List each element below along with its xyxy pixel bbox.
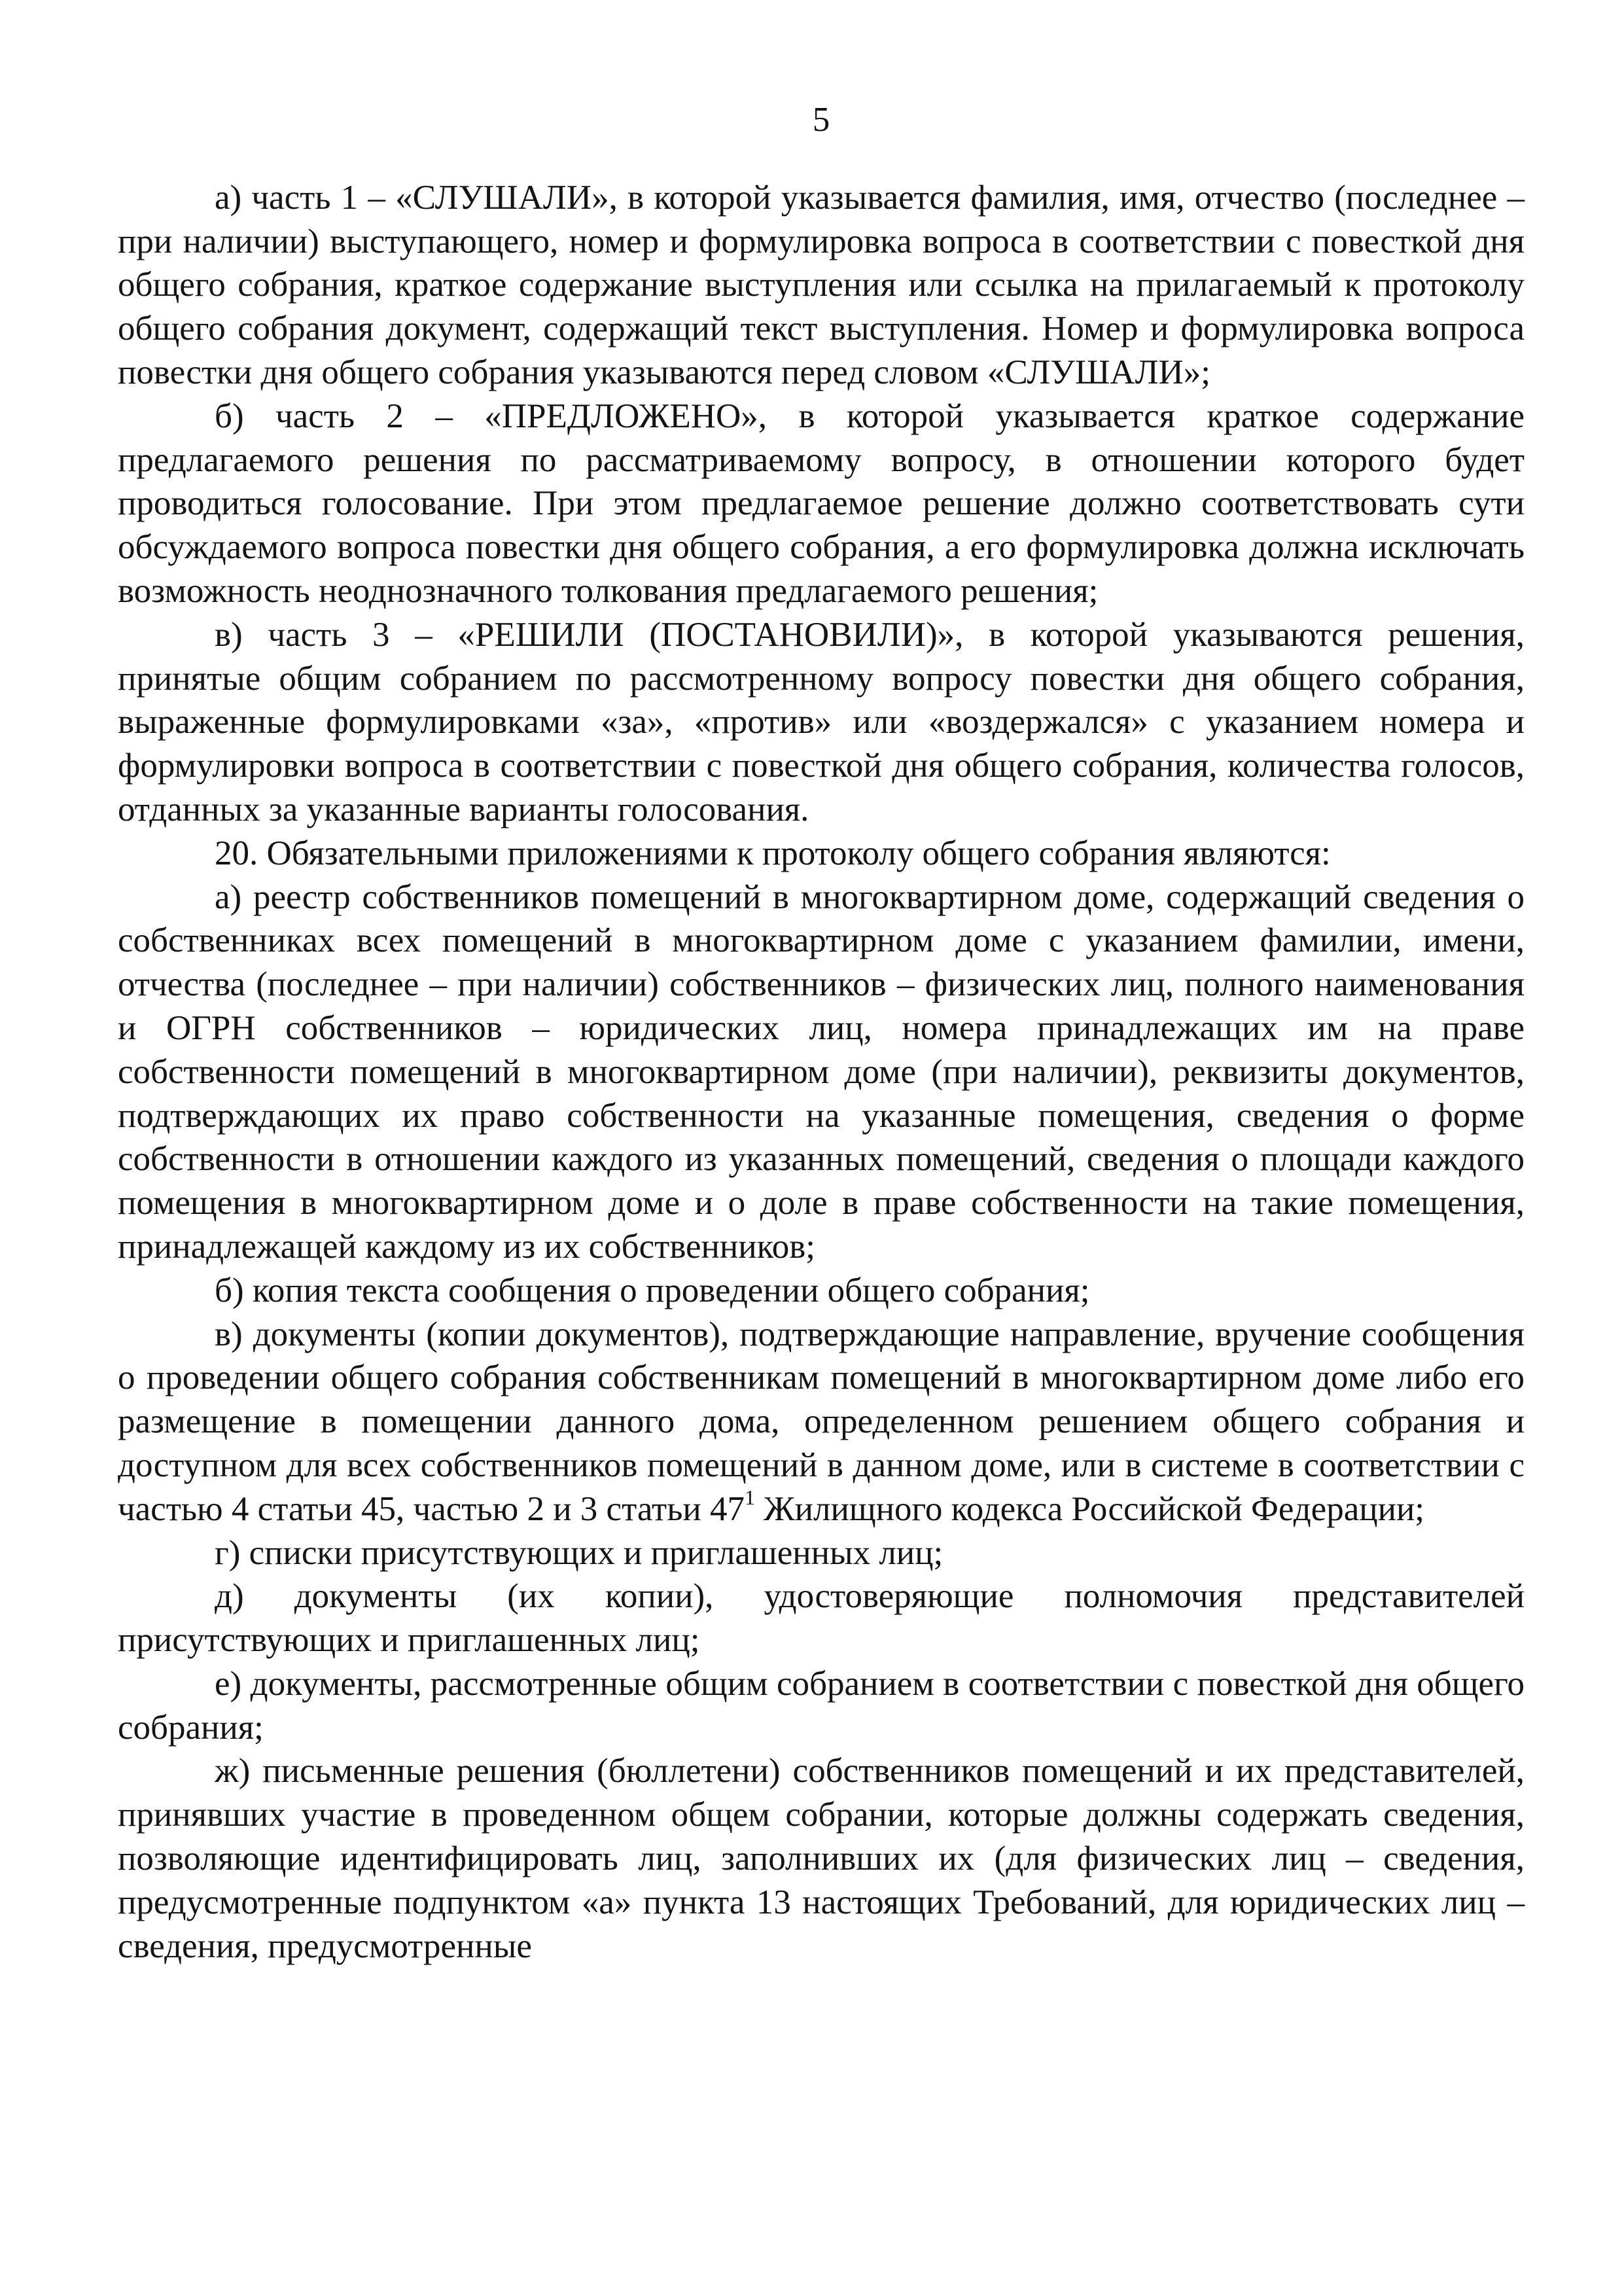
paragraph-a-part-1: а) часть 1 – «СЛУШАЛИ», в которой указывается фамилия, имя, отчество (последнее – при наличии) выступающего, номер и формулировка вопроса в соответствии с повесткой дня общего собрания, краткое содержание выступления или ссылка на прилагаемый к протоколу общего собрания документ, содержащий текст выступления. Номер и формулировка вопроса повестки дня общего собрания указываются перед словом «СЛУШАЛИ»;: [118, 178, 1525, 391]
page-number: 5: [812, 101, 830, 139]
paragraph-b-message-copy: б) копия текста сообщения о проведении общего собрания;: [215, 1271, 1090, 1309]
paragraph-v-text-before: в) документы (копии документов), подтверждающие направление, вручение сообщения о проведении общего собрания собственникам помещений в многоквартирном доме либо его размещение в помещении данного дома, определенном решением общего собрания и доступном для всех собственников помещений в данном доме, или в системе в соответствии с частью 4 статьи 45, частью 2 и 3 статьи 47: [118, 1315, 1525, 1528]
paragraph-e-reviewed-docs: е) документы, рассмотренные общим собранием в соответствии с повесткой дня общего собрания;: [118, 1664, 1525, 1747]
paragraph-v-part-3: в) часть 3 – «РЕШИЛИ (ПОСТАНОВИЛИ)», в которой указываются решения, принятые общим собранием по рассмотренному вопросу повестки дня общего собрания, выраженные формулировками «за», «против» или «воздержался» с указанием номера и формулировки вопроса в соответствии с повесткой дня общего собрания, количества голосов, отданных за указанные варианты голосования.: [118, 615, 1525, 828]
paragraph-zh-ballots: ж) письменные решения (бюллетени) собственников помещений и их представителей, принявших участие в проведенном общем собрании, которые должны содержать сведения, позволяющие идентифицировать лиц, заполнивших их (для физических лиц – сведения, предусмотренные подпунктом «а» пункта 13 настоящих Требований, для юридических лиц – сведения, предусмотренные: [118, 1752, 1525, 1965]
paragraph-d-credentials: д) документы (их копии), удостоверяющие полномочия представителей присутствующих и приглашенных лиц;: [118, 1577, 1525, 1660]
document-page: [118, 98, 1525, 1968]
article-superscript: 1: [745, 1486, 755, 1509]
paragraph-v-text-after: Жилищного кодекса Российской Федерации;: [754, 1489, 1425, 1528]
paragraph-b-part-2: б) часть 2 – «ПРЕДЛОЖЕНО», в которой указывается краткое содержание предлагаемого решения по рассматриваемому вопросу, в отношении которого будет проводиться голосование. При этом предлагаемое решение должно соответствовать сути обсуждаемого вопроса повестки дня общего собрания, а его формулировка должна исключать возможность неоднозначного толкования предлагаемого решения;: [118, 397, 1525, 610]
paragraph-v-documents: [118, 1313, 1525, 1531]
paragraph-20-attachments: 20. Обязательными приложениями к протоколу общего собрания являются:: [215, 834, 1331, 872]
paragraph-a-registry: а) реестр собственников помещений в многоквартирном доме, содержащий сведения о собственниках всех помещений в многоквартирном доме с указанием фамилии, имени, отчества (последнее – при наличии) собственников – физических лиц, полного наименования и ОГРН собственников – юридических лиц, номера принадлежащих им на праве собственности помещений в многоквартирном доме (при наличии), реквизиты документов, подтверждающих их право собственности на указанные помещения, сведения о форме собственности в отношении каждого из указанных помещений, сведения о площади каждого помещения в многоквартирном доме и о доле в праве собственности на такие помещения, принадлежащей каждому из их собственников;: [118, 878, 1525, 1266]
paragraph-g-lists: г) списки присутствующих и приглашенных лиц;: [215, 1533, 944, 1572]
